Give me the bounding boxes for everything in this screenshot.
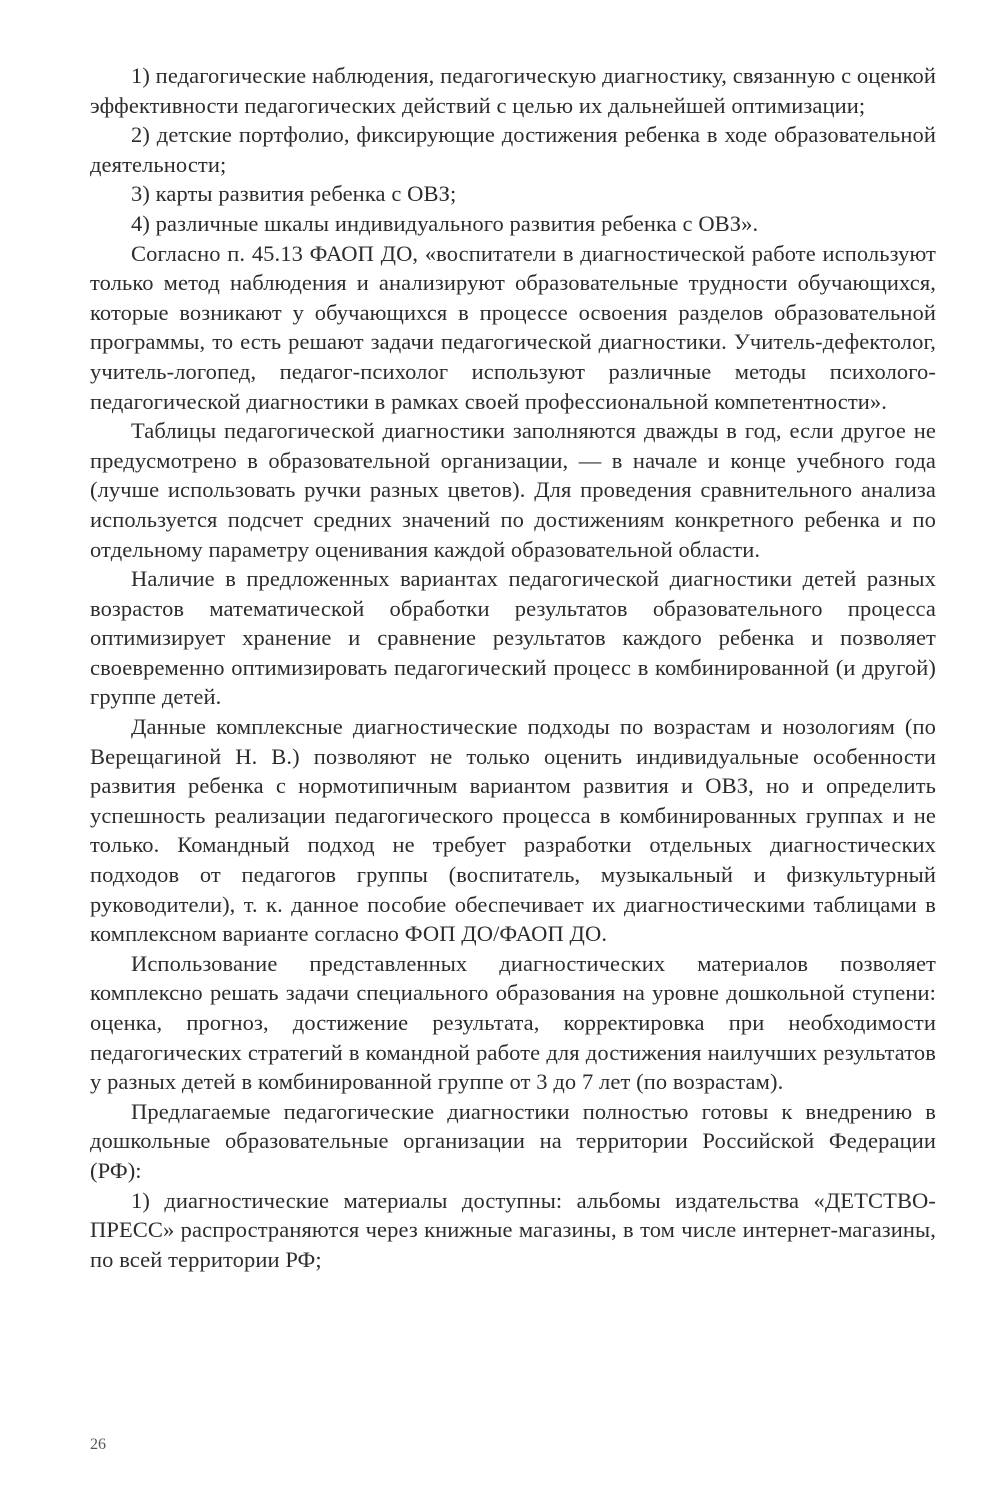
paragraph-math-processing: Наличие в предложенных вариантах педагогической диагностики детей разных возрастов математической обработки результатов образовательного процесса оптимизирует хранение и сравнение результатов каждого ребенка и позволяет своевременно оптимизировать педагогический процесс в комбинированной (и другой) группе детей. [90, 566, 936, 710]
paragraph-implementation: Предлагаемые педагогические диагностики полностью готовы к внедрению в дошкольные образовательные организации на территории Российской Федерации (РФ): [90, 1098, 936, 1183]
paragraph-list-item-2: 2) детские портфолио, фиксирующие достижения ребенка в ходе образовательной деятельности; [90, 122, 936, 177]
paragraph-list-item-1: 1) педагогические наблюдения, педагогическую диагностику, связанную с оценкой эффективности педагогических действий с целью их дальнейшей оптимизации; [90, 63, 936, 118]
paragraph-list-item-3: 3) карты развития ребенка с ОВЗ; [131, 181, 457, 207]
page-number: 26 [90, 1436, 106, 1453]
paragraph-faop-quote: Согласно п. 45.13 ФАОП ДО, «воспитатели в диагностической работе используют только метод наблюдения и анализируют образовательные трудности обучающихся, которые возникают у обучающихся в процессе освоения разделов образовательной программы, то есть решают задачи педагогической диагностики. Учитель-дефектолог, учитель-логопед, педагог-психолог используют различные методы психолого-педагогической диагностики в рамках своей профессиональной компетентности». [90, 240, 936, 414]
paragraph-complex-approaches: Данные комплексные диагностические подходы по возрастам и нозологиям (по Верещагиной Н. В.) позволяют не только оценить индивидуальные особенности развития ребенка с нормотипичным вариантом развития и ОВЗ, но и определить успешность реализации педагогического процесса в комбинированных группах и не только. Командный подход не требует разработки отдельных диагностических подходов от педагогов группы (воспитатель, музыкальный и физкультурный руководители), т. к. данное пособие обеспечивает их диагностическими таблицами в комплексном варианте согласно ФОП ДО/ФАОП ДО. [90, 714, 936, 947]
paragraph-list-item-4: 4) различные шкалы индивидуального развития ребенка с ОВЗ». [131, 210, 759, 236]
body-text [90, 61, 936, 1274]
paragraph-diagnostic-tables: Таблицы педагогической диагностики заполняются дважды в год, если другое не предусмотрено в образовательной организации, — в начале и конце учебного года (лучше использовать ручки разных цветов). Для проведения сравнительного анализа используется подсчет средних значений по достижениям конкретного ребенка и по отдельному параметру оценивания каждой образовательной области. [90, 418, 936, 562]
paragraph-materials-usage: Использование представленных диагностических материалов позволяет комплексно решать задачи специального образования на уровне дошкольной ступени: оценка, прогноз, достижение результата, корректировка при необходимости педагогических стратегий в командной работе для достижения наилучших результатов у разных детей в комбинированной группе от 3 до 7 лет (по возрастам). [90, 950, 936, 1095]
paragraph-availability-item-1: 1) диагностические материалы доступны: альбомы издательства «ДЕТСТВО-ПРЕСС» распространяются через книжные магазины, в том числе интернет-магазины, по всей территории РФ; [90, 1187, 936, 1272]
